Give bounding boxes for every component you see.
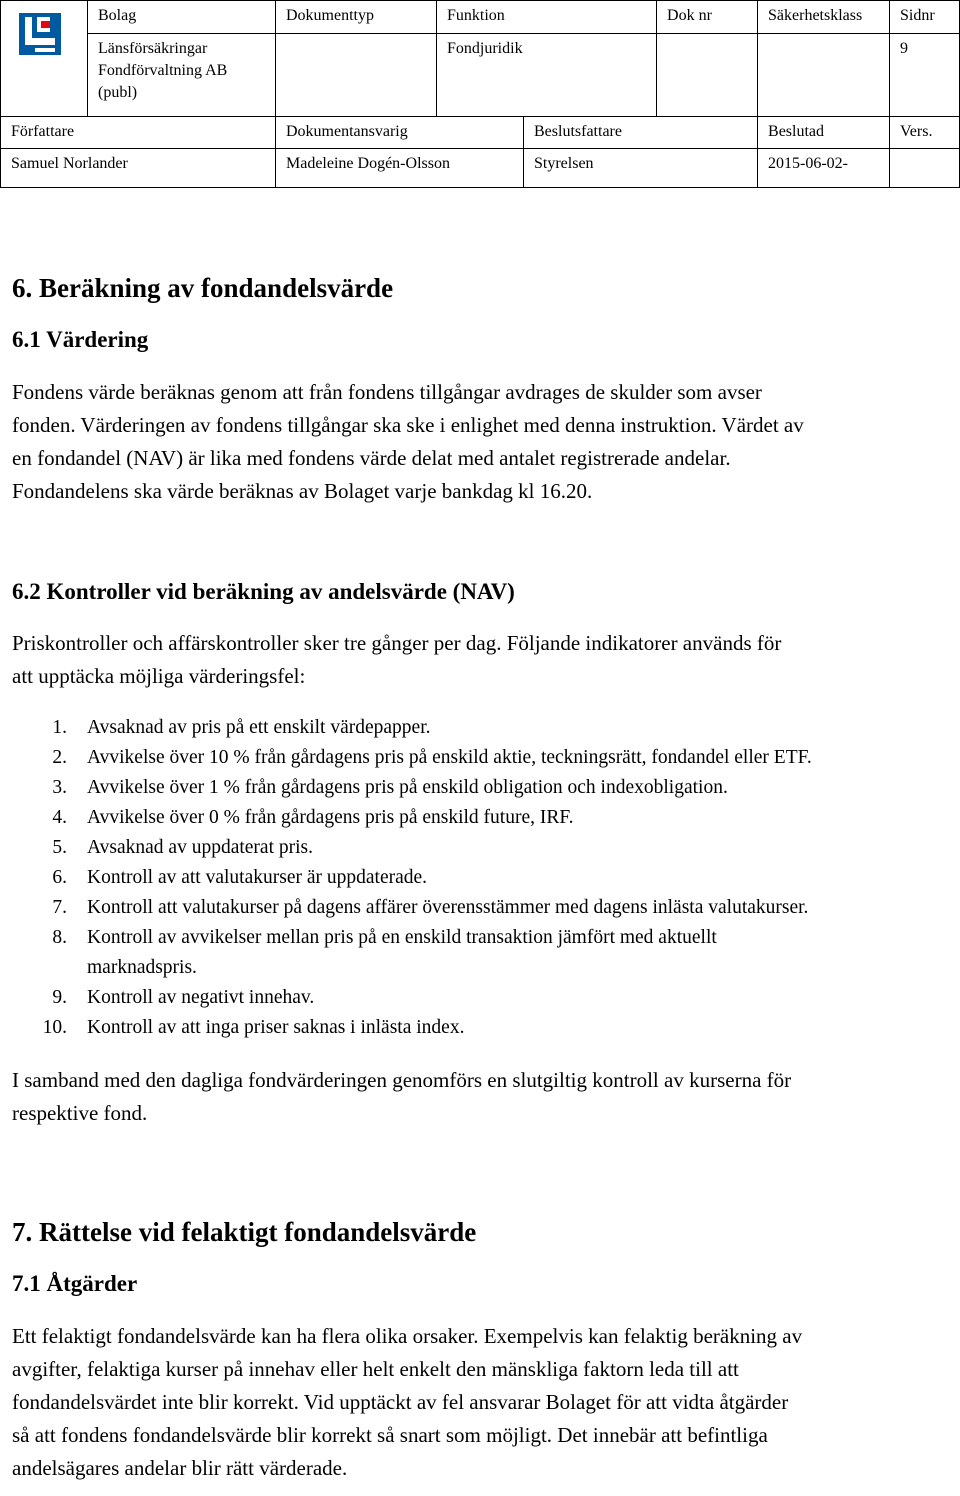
list-item-text: Avsaknad av pris på ett enskilt värdepapper. [87,717,431,738]
list-item-text: Kontroll att valutakurser på dagens affärer överensstämmer med dagens inlästa valutakurser. [87,897,809,918]
list-item-text: Avvikelse över 1 % från gårdagens pris på enskild obligation och indexobligation. [87,777,728,798]
list-item [12,833,952,863]
logo-cell [1,1,88,117]
paragraph-line: fonden. Värderingen av fondens tillgångar ska ske i enlighet med denna instruktion. Värdet av [12,413,804,437]
section-6-2-heading: 6.2 Kontroller vid beräkning av andelsvärde (NAV) [12,579,515,604]
list-item-number: 5. [52,837,67,858]
paragraph-line: respektive fond. [12,1101,148,1125]
list-item [12,863,952,893]
value-vers [890,149,960,188]
list-item-text: Avvikelse över 0 % från gårdagens pris på enskild future, IRF. [87,807,574,828]
value-beslutsfattare: Styrelsen [524,149,758,188]
paragraph-line: en fondandel (NAV) är lika med fondens värde delat med antalet registrerade andelar. [12,446,731,470]
section-6-1-heading: 6.1 Värdering [12,327,149,352]
value-sidnr: 9 [890,34,960,117]
list-item [12,983,952,1013]
label-funktion: Funktion [437,1,657,34]
lansforsakringar-logo-icon [19,13,61,55]
section-6-2-intro [12,627,952,693]
list-item-text: marknadspris. [87,957,197,978]
list-item-number: 8. [52,927,67,948]
paragraph-line: avgifter, felaktiga kurser på innehav eller helt enkelt den mänskliga faktorn leda till att [12,1357,739,1381]
label-sakerhetsklass: Säkerhetsklass [758,1,890,34]
label-sidnr: Sidnr [890,1,960,34]
list-item-number: 2. [52,747,67,768]
label-bolag: Bolag [88,1,276,34]
list-item-number: 6. [52,867,67,888]
section-6-2-outro [12,1064,952,1130]
paragraph-line: Fondandelens ska värde beräknas av Bolaget varje bankdag kl 16.20. [12,479,593,503]
document-header-table [0,0,960,188]
list-item-number: 7. [52,897,67,918]
value-bolag [88,34,276,117]
label-dokumenttyp: Dokumenttyp [276,1,437,34]
list-item [12,743,952,773]
document-body [12,268,952,1485]
section-6-heading: 6. Beräkning av fondandelsvärde [12,273,394,303]
list-item-number: 3. [52,777,67,798]
paragraph-line: andelsägares andelar blir rätt värderade. [12,1456,348,1480]
value-sakerhetsklass [758,34,890,117]
label-dokumentansvarig: Dokumentansvarig [276,117,524,149]
list-item [12,1013,952,1043]
list-item [12,803,952,833]
list-item-text: Avsaknad av uppdaterat pris. [87,837,313,858]
label-beslutsfattare: Beslutsfattare [524,117,758,149]
list-item-text: Avvikelse över 10 % från gårdagens pris på enskild aktie, teckningsrätt, fondandel eller ETF. [87,747,812,768]
list-item [12,893,952,923]
list-item-number: 9. [52,987,67,1008]
section-7-heading: 7. Rättelse vid felaktigt fondandelsvärde [12,1217,477,1247]
value-beslutad: 2015-06-02- [758,149,890,188]
label-vers: Vers. [890,117,960,149]
value-forfattare: Samuel Norlander [1,149,276,188]
list-item-text: Kontroll av att inga priser saknas i inlästa index. [87,1017,465,1038]
list-item-number: 1. [52,717,67,738]
list-item [12,773,952,803]
paragraph-line: så att fondens fondandelsvärde blir korrekt så snart som möjligt. Det innebär att befintliga [12,1423,768,1447]
list-item-number: 4. [52,807,67,828]
value-bolag-line2: Fondförvaltning AB [98,62,228,79]
paragraph-line: Fondens värde beräknas genom att från fondens tillgångar avdrages de skulder som avser [12,380,762,404]
paragraph-line: fondandelsvärdet inte blir korrekt. Vid upptäckt av fel ansvarar Bolaget för att vidta åtgärder [12,1390,789,1414]
paragraph-line: I samband med den dagliga fondvärderingen genomförs en slutgiltig kontroll av kurserna för [12,1068,792,1092]
label-dok-nr: Dok nr [657,1,758,34]
list-item-text: Kontroll av avvikelser mellan pris på en enskild transaktion jämfört med aktuellt [87,927,717,948]
value-bolag-line3: (publ) [98,84,138,101]
paragraph-line: att upptäcka möjliga värderingsfel: [12,664,306,688]
list-item [12,923,952,983]
list-item-number: 10. [42,1017,67,1038]
value-bolag-line1: Länsförsäkringar [98,40,208,57]
value-dokumenttyp [276,34,437,117]
indicator-list [12,713,952,1043]
list-item-text: Kontroll av negativt innehav. [87,987,315,1008]
paragraph-line: Ett felaktigt fondandelsvärde kan ha flera olika orsaker. Exempelvis kan felaktig beräkning av [12,1324,803,1348]
label-beslutad: Beslutad [758,117,890,149]
section-7-1-heading: 7.1 Åtgärder [12,1271,138,1296]
section-6-1-paragraph [12,376,952,508]
list-item [12,713,952,743]
value-dokumentansvarig: Madeleine Dogén-Olsson [276,149,524,188]
list-item-text: Kontroll av att valutakurser är uppdaterade. [87,867,428,888]
value-dok-nr [657,34,758,117]
paragraph-line: Priskontroller och affärskontroller sker tre gånger per dag. Följande indikatorer används för [12,631,782,655]
label-forfattare: Författare [1,117,276,149]
section-7-1-paragraph [12,1320,952,1485]
value-funktion: Fondjuridik [437,34,657,117]
